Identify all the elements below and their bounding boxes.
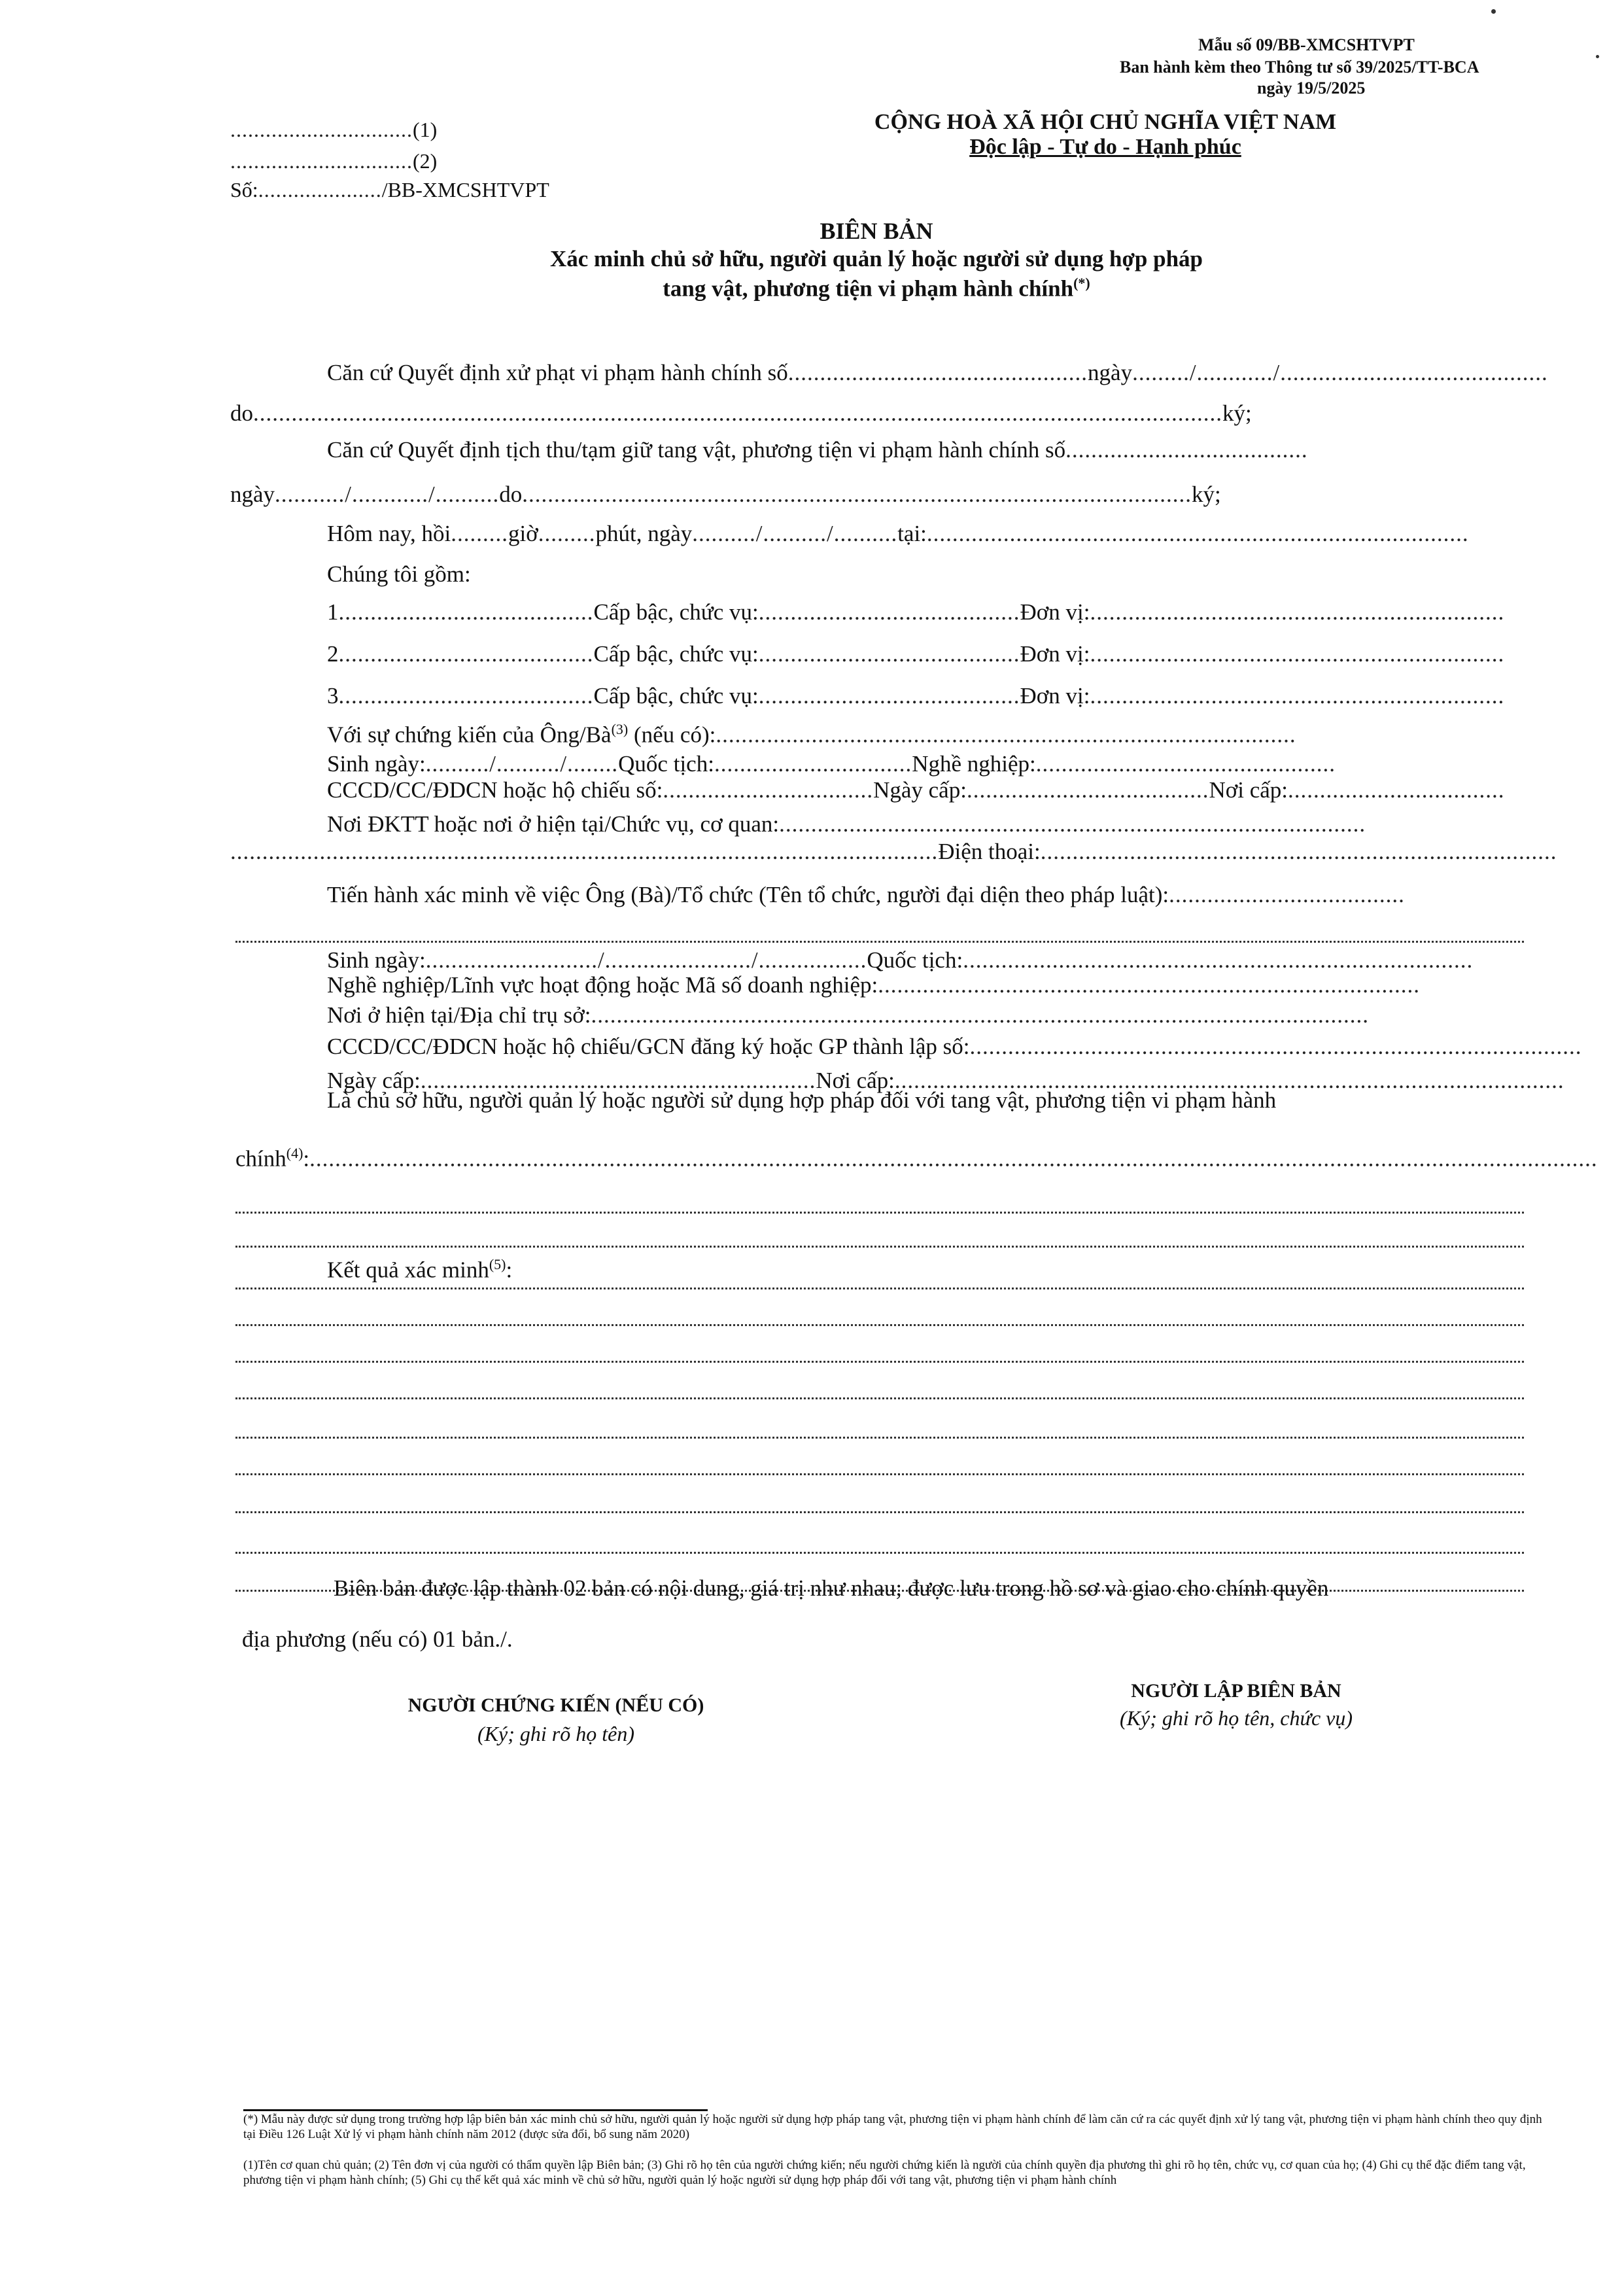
doc-subtitle-2: tang vật, phương tiện vi phạm hành chính(*) [663, 275, 1090, 302]
subject-address-line: Nơi ở hiện tại/Địa chỉ trụ sở:.......................................................................................................................... [327, 1002, 1370, 1028]
agency-1-mark: (1) [413, 118, 438, 141]
agency-2-mark: (2) [413, 149, 438, 173]
national-motto: Độc lập - Tự do - Hạnh phúc [969, 135, 1241, 159]
today-line: Hôm nay, hồi.........giờ.........phút, ngày........../........../..........tại:..................................................................................... [327, 521, 1469, 546]
decision-by-line: do........................................................................................................................................................ký; [230, 400, 1252, 426]
result-rule-4 [235, 1397, 1524, 1399]
form-number: Mẫu số 09/BB-XMCSHTVPT [1198, 35, 1415, 54]
scan-speck [1596, 55, 1599, 58]
result-rule-1 [235, 1288, 1524, 1289]
witness-residence-line: Nơi ĐKTT hoặc nơi ở hiện tại/Chức vụ, cơ quan:............................................................................................ [327, 811, 1366, 837]
witness-dob-line: Sinh ngày:........../........../........Quốc tịch:...............................Nghề nghiệp:............................................... [327, 751, 1336, 777]
witness-signature-note: (Ký; ghi rõ họ tên) [477, 1722, 634, 1745]
owner-dotted-rule-1 [235, 1212, 1524, 1214]
closing-line-1: Biên bản được lập thành 02 bản có nội dung, giá trị như nhau; được lưu trong hồ sơ và giao cho chính quyền [334, 1575, 1329, 1601]
result-rule-5 [235, 1437, 1524, 1439]
footnote-separator [243, 2109, 708, 2111]
witness-signature-title: NGƯỜI CHỨNG KIẾN (NẾU CÓ) [407, 1694, 704, 1716]
result-rule-2 [235, 1324, 1524, 1326]
doc-subtitle-1: Xác minh chủ sở hữu, người quản lý hoặc người sử dụng hợp pháp [549, 246, 1203, 272]
subject-dob-line: Sinh ngày:.........................../......................./.................Quốc tịch:................................................................................ [327, 947, 1474, 973]
witness-id-line: CCCD/CC/ĐDCN hoặc hộ chiếu số:.................................Ngày cấp:......................................Nơi cấp:.................................. [327, 777, 1505, 803]
member-row-1: 1........................................Cấp bậc, chức vụ:.........................................Đơn vị:................................................................. [327, 599, 1505, 625]
issued-date: ngày 19/5/2025 [1257, 79, 1366, 97]
result-label: Kết quả xác minh$^{(5)}$: [327, 1256, 513, 1283]
confiscation-line: Căn cứ Quyết định tịch thu/tạm giữ tang vật, phương tiện vi phạm hành chính số...................................... [327, 437, 1308, 463]
footnote-star: (*) Mẫu này được sử dụng trong trường hợp lập biên bản xác minh chủ sở hữu, người quản lý hoặc người sử dụng hợp pháp tang vật, phương tiện vi phạm hành chính để làm căn cứ ra các quyết định xử lý tang vật, phương tiện vi phạm hành chính theo quy định tại Điều 126 Luật Xử lý vi phạm hành chính năm 2012 (được sửa đổi, bổ sung năm 2020) [243, 2112, 1542, 2141]
owner-line-1: Là chủ sở hữu, người quản lý hoặc người sử dụng hợp pháp đối với tang vật, phương tiện vi phạm hành [327, 1087, 1277, 1113]
member-row-3: 3........................................Cấp bậc, chức vụ:.........................................Đơn vị:................................................................. [327, 683, 1505, 709]
agency-1-line: ...............................(1) [230, 118, 438, 141]
maker-signature-title: NGƯỜI LẬP BIÊN BẢN [1131, 1680, 1341, 1702]
owner-line-2: chính$^{(4)}$:.......................................................................................................................................................................................................... [235, 1145, 1598, 1172]
closing-line-2: địa phương (nếu có) 01 bản./. [242, 1626, 513, 1652]
owner-dotted-rule-2 [235, 1246, 1524, 1248]
result-rule-3 [235, 1361, 1524, 1363]
issued-with: Ban hành kèm theo Thông tư số 39/2025/TT-BCA [1120, 58, 1479, 77]
number-suffix: /BB-XMCSHTVPT [381, 178, 549, 201]
decision-line: Căn cứ Quyết định xử phạt vi phạm hành chính số...............................................ngày........./............/.......................................... [327, 360, 1548, 385]
number-prefix: Số: [230, 178, 258, 201]
verify-line: Tiến hành xác minh về việc Ông (Bà)/Tổ chức (Tên tổ chức, người đại diện theo pháp luật):..................................... [327, 882, 1405, 907]
subject-issue-line: Ngày cấp:..............................................................Nơi cấp:......................................................................................................... [327, 1068, 1564, 1093]
we-include: Chúng tôi gồm: [327, 561, 471, 587]
witness-phone-line: ...............................................................................................................Điện thoại:................................................................................. [230, 839, 1557, 864]
document-number: Số:...................../BB-XMCSHTVPT [230, 178, 549, 201]
result-rule-8 [235, 1552, 1524, 1554]
member-row-2: 2........................................Cấp bậc, chức vụ:.........................................Đơn vị:................................................................. [327, 641, 1505, 667]
nation-name: CỘNG HOÀ XÃ HỘI CHỦ NGHĨA VIỆT NAM [874, 110, 1337, 134]
witness-line: Với sự chứng kiến của Ông/$Bà^{(3)}$ (nếu có):........................................................................................... [327, 721, 1296, 748]
result-rule-6 [235, 1473, 1524, 1475]
result-rule-7 [235, 1511, 1524, 1513]
doc-title: BIÊN BẢN [820, 218, 933, 244]
footnote-numbered: (1)Tên cơ quan chủ quản; (2) Tên đơn vị của người có thẩm quyền lập Biên bản; (3) Ghi rõ họ tên của người chứng kiến; nếu người chứng kiến là người của chính quyền địa phương thì ghi rõ họ tên, chức vụ, cơ quan của họ; (4) Ghi cụ thể đặc điểm tang vật, phương tiện vi phạm hành chính; (5) Ghi cụ thể kết quả xác minh về chủ sở hữu, người quản lý hoặc người sử dụng hợp pháp đối với tang vật, phương tiện vi phạm hành chính [243, 2158, 1526, 2187]
confiscation-date-line: ngày.........../............/..........do.........................................................................................................ký; [230, 482, 1221, 507]
verify-dotted-rule [235, 941, 1524, 943]
subject-occupation-line: Nghề nghiệp/Lĩnh vực hoạt động hoặc Mã số doanh nghiệp:..................................................................................... [327, 972, 1421, 998]
scan-speck [1491, 9, 1496, 14]
agency-2-line: ...............................(2) [230, 149, 438, 173]
subject-id-line: CCCD/CC/ĐDCN hoặc hộ chiếu/GCN đăng ký hoặc GP thành lập số:................................................................................................ [327, 1034, 1582, 1059]
maker-signature-note: (Ký; ghi rõ họ tên, chức vụ) [1119, 1706, 1353, 1730]
